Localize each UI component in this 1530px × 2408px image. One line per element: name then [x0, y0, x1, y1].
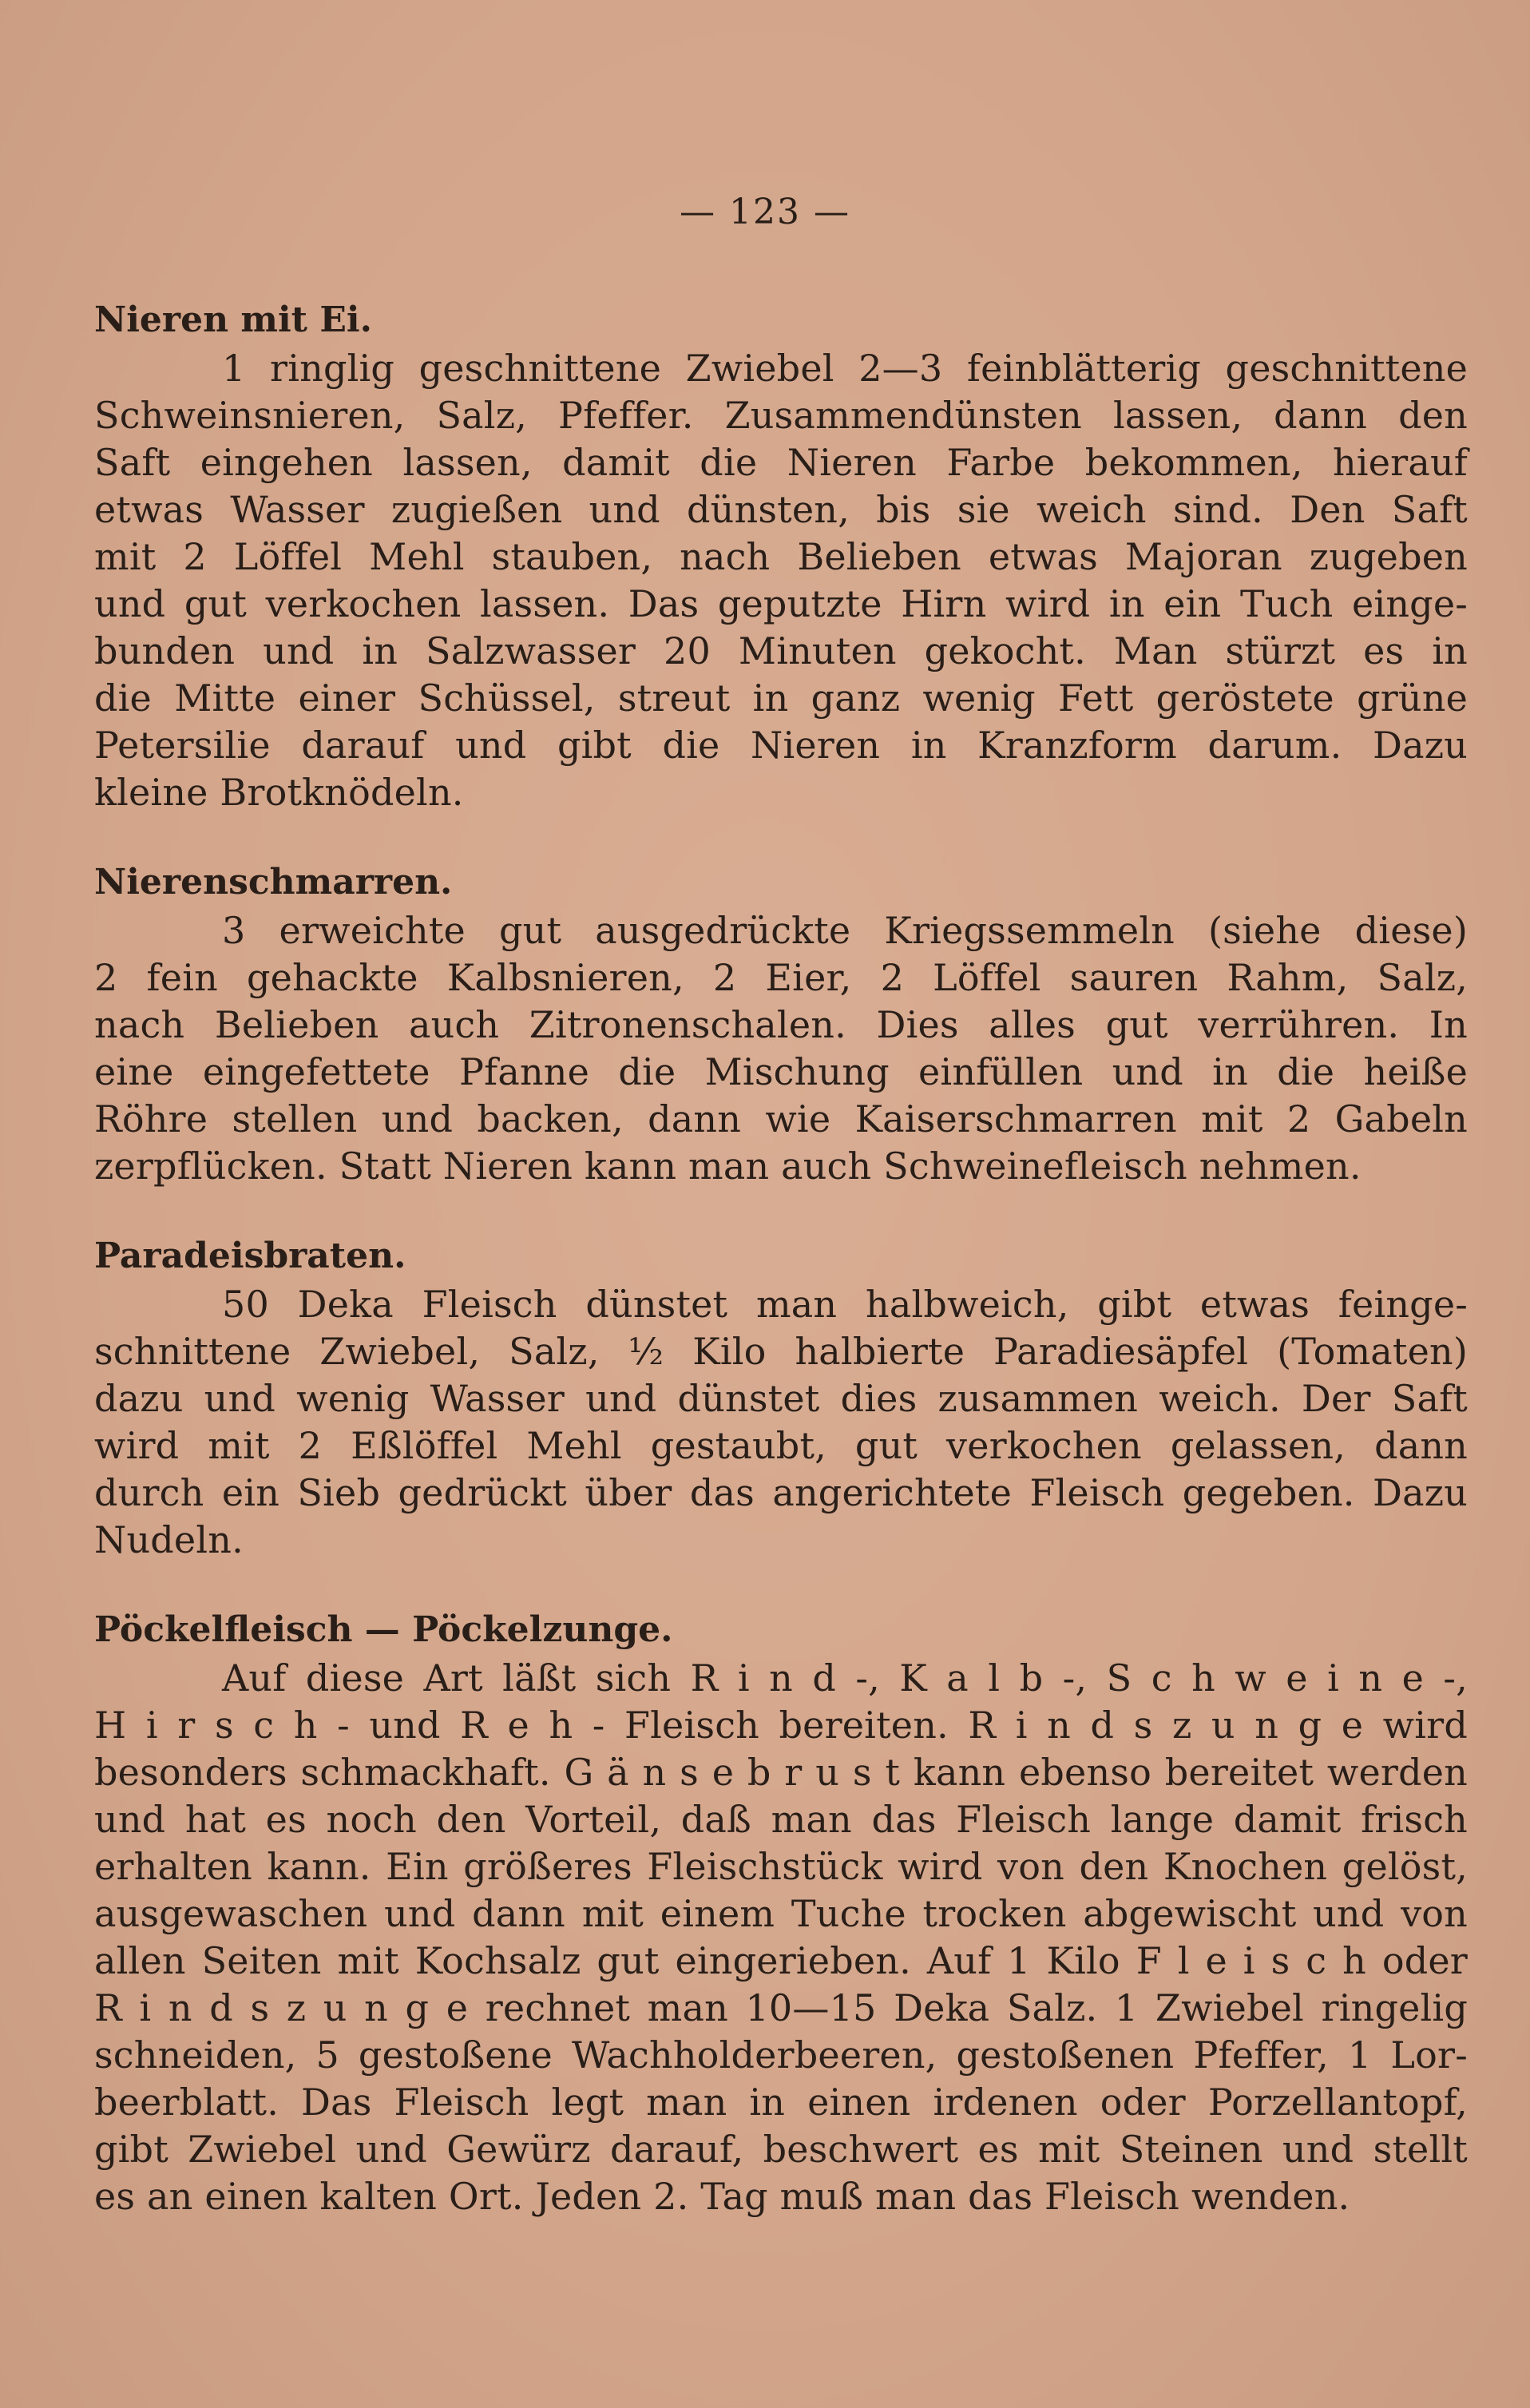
text-line: R i n d s z u n g e rechnet man 10—15 Deka Salz. 1 Zwiebel ringelig: [94, 1986, 1468, 2029]
page-number: — 123 —: [680, 192, 850, 232]
text-line: 2 fein gehackte Kalbsnieren, 2 Eier, 2 Löffel sauren Rahm, Salz,: [94, 956, 1468, 999]
text-line: allen Seiten mit Kochsalz gut eingerieben. Auf 1 Kilo F l e i s c h oder: [94, 1939, 1468, 1982]
text-line: zerpflücken. Statt Nieren kann man auch Schweinefleisch nehmen.: [94, 1144, 1362, 1188]
text-line: beerblatt. Das Fleisch legt man in einen irdenen oder Porzellantopf,: [94, 2081, 1468, 2124]
text-line: und hat es noch den Vorteil, daß man das Fleisch lange damit frisch: [94, 1798, 1468, 1841]
text-line: wird mit 2 Eßlöffel Mehl gestaubt, gut verkochen gelassen, dann: [94, 1424, 1468, 1467]
text-line: schnittene Zwiebel, Salz, ½ Kilo halbierte Paradiesäpfel (Tomaten): [94, 1330, 1468, 1373]
text-line: mit 2 Löffel Mehl stauben, nach Belieben etwas Majoran zugeben: [94, 535, 1468, 578]
page-content: [94, 296, 1468, 2262]
recipe-section: [94, 858, 1468, 1190]
text-line: etwas Wasser zugießen und dünsten, bis sie weich sind. Den Saft: [94, 488, 1468, 531]
text-line: Petersilie darauf und gibt die Nieren in Kranzform darum. Dazu: [94, 724, 1468, 767]
text-line: ausgewaschen und dann mit einem Tuche trocken abgewischt und von: [94, 1892, 1468, 1935]
recipe-section: [94, 1232, 1468, 1564]
text-line: die Mitte einer Schüssel, streut in ganz wenig Fett geröstete grüne: [94, 676, 1468, 720]
text-line: gibt Zwiebel und Gewürz darauf, beschwert es mit Steinen und stellt: [94, 2128, 1468, 2171]
text-line: eine eingefettete Pfanne die Mischung einfüllen und in die heiße: [94, 1050, 1468, 1093]
text-line: Röhre stellen und backen, dann wie Kaiserschmarren mit 2 Gabeln: [94, 1097, 1468, 1141]
text-line: und gut verkochen lassen. Das geputzte Hirn wird in ein Tuch einge-: [94, 582, 1468, 625]
recipe-title: Paradeisbraten.: [94, 1236, 406, 1276]
text-line: kleine Brotknödeln.: [94, 771, 464, 814]
text-line: erhalten kann. Ein größeres Fleischstück wird von den Knochen gelöst,: [94, 1845, 1468, 1888]
text-line: Nudeln.: [94, 1518, 244, 1561]
text-line: bunden und in Salzwasser 20 Minuten gekocht. Man stürzt es in: [94, 629, 1468, 672]
text-line: Auf diese Art läßt sich R i n d -, K a l b -, S c h w e i n e -,: [222, 1656, 1468, 1700]
text-line: schneiden, 5 gestoßene Wachholderbeeren, gestoßenen Pfeffer, 1 Lor-: [94, 2033, 1468, 2077]
text-line: 1 ringlig geschnittene Zwiebel 2—3 feinblätterig geschnittene: [222, 347, 1468, 390]
recipe-title: Pöckelfleisch — Pöckelzunge.: [94, 1609, 673, 1650]
text-line: nach Belieben auch Zitronenschalen. Dies alles gut verrühren. In: [94, 1003, 1468, 1046]
text-line: Schweinsnieren, Salz, Pfeffer. Zusammendünsten lassen, dann den: [94, 394, 1468, 437]
text-line: durch ein Sieb gedrückt über das angerichtete Fleisch gegeben. Dazu: [94, 1471, 1468, 1514]
text-line: 50 Deka Fleisch dünstet man halbweich, gibt etwas feinge-: [222, 1283, 1468, 1326]
text-line: es an einen kalten Ort. Jeden 2. Tag muß man das Fleisch wenden.: [94, 2175, 1350, 2218]
recipe-section: [94, 296, 1468, 816]
text-line: H i r s c h - und R e h - Fleisch bereiten. R i n d s z u n g e wird: [94, 1704, 1468, 1747]
text-line: 3 erweichte gut ausgedrückte Kriegssemmeln (siehe diese): [222, 909, 1468, 952]
recipe-section: [94, 1605, 1468, 2220]
text-line: besonders schmackhaft. G ä n s e b r u s t kann ebenso bereitet werden: [94, 1751, 1468, 1794]
recipe-title: Nieren mit Ei.: [94, 300, 372, 340]
text-line: Saft eingehen lassen, damit die Nieren Farbe bekommen, hierauf: [94, 441, 1468, 484]
recipe-title: Nierenschmarren.: [94, 862, 453, 903]
text-line: dazu und wenig Wasser und dünstet dies zusammen weich. Der Saft: [94, 1377, 1468, 1420]
